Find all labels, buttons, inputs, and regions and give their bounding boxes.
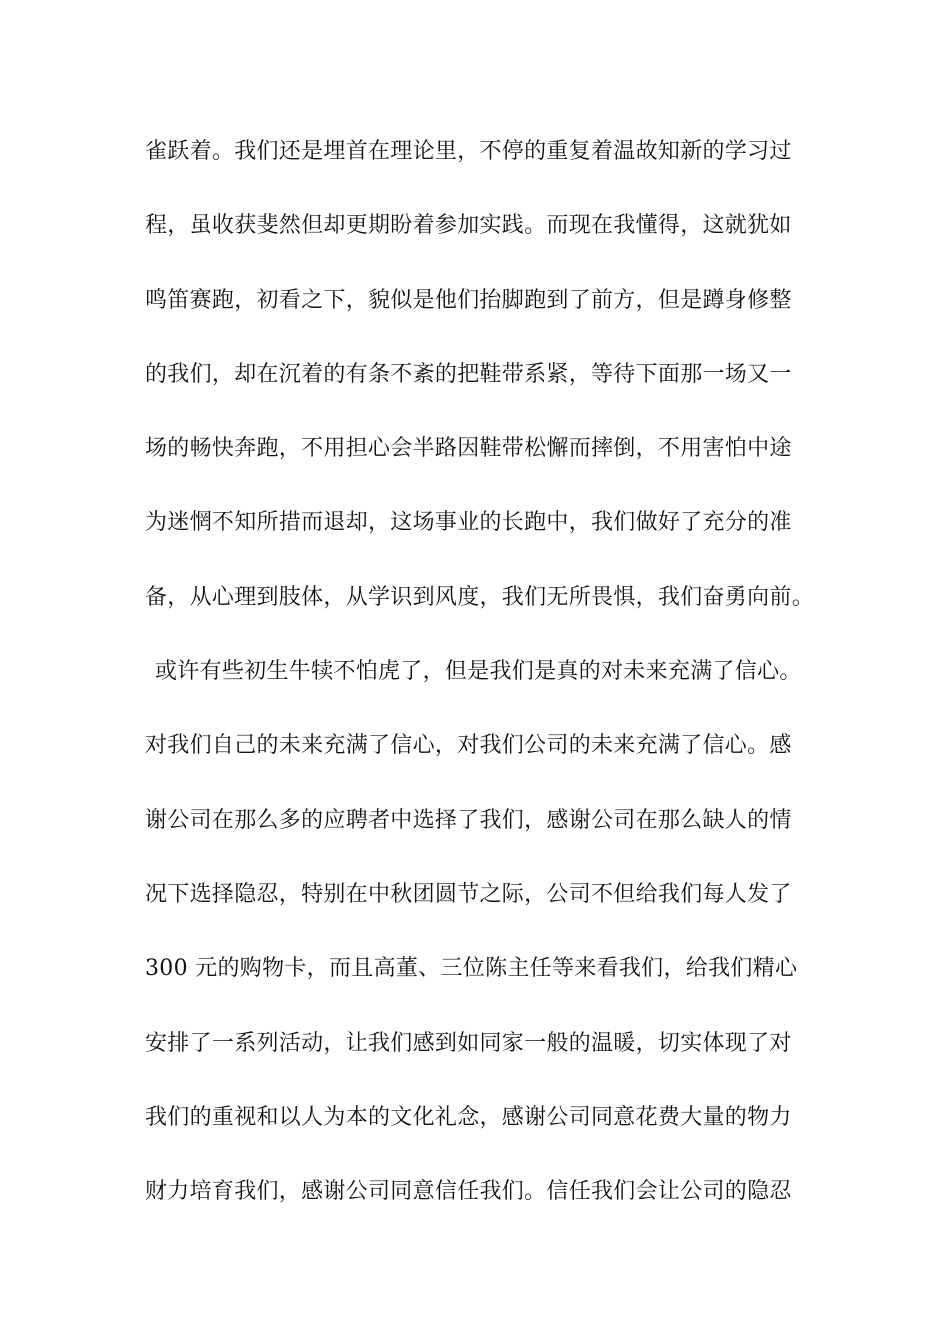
text-line: 财力培育我们，感谢公司同意信任我们。信任我们会让公司的隐忍 <box>145 1179 792 1205</box>
text-line: 况下选择隐忍，特别在中秋团圆节之际，公司不但给我们每人发了 <box>145 881 792 907</box>
text-line: 为迷惘不知所措而退却，这场事业的长跑中，我们做好了充分的准 <box>145 510 792 536</box>
text-line: 备，从心理到肢体，从学识到风度，我们无所畏惧，我们奋勇向前。 <box>145 584 815 610</box>
text-line: 300 元的购物卡，而且高董、三位陈主任等来看我们，给我们精心 <box>145 956 798 982</box>
text-line: 谢公司在那么多的应聘者中选择了我们，感谢公司在那么缺人的情 <box>145 807 792 833</box>
text-line: 场的畅快奔跑，不用担心会半路因鞋带松懈而摔倒，不用害怕中途 <box>145 436 792 462</box>
body-text <box>145 132 825 1246</box>
text-line: 鸣笛赛跑，初看之下，貌似是他们抬脚跑到了前方，但是蹲身修整 <box>145 287 792 313</box>
text-line: 安排了一系列活动，让我们感到如同家一般的温暖，切实体现了对 <box>145 1030 792 1056</box>
text-line: 或许有些初生牛犊不怕虎了，但是我们是真的对未来充满了信心。 <box>155 659 802 685</box>
text-line: 程，虽收获斐然但却更期盼着参加实践。而现在我懂得，这就犹如 <box>145 213 792 239</box>
text-line: 对我们自己的未来充满了信心，对我们公司的未来充满了信心。感 <box>145 733 792 759</box>
text-line: 雀跃着。我们还是埋首在理论里，不停的重复着温故知新的学习过 <box>145 139 792 164</box>
text-line: 的我们，却在沉着的有条不紊的把鞋带系紧，等待下面那一场又一 <box>145 361 792 387</box>
text-line: 我们的重视和以人为本的文化礼念，感谢公司同意花费大量的物力 <box>145 1104 792 1130</box>
